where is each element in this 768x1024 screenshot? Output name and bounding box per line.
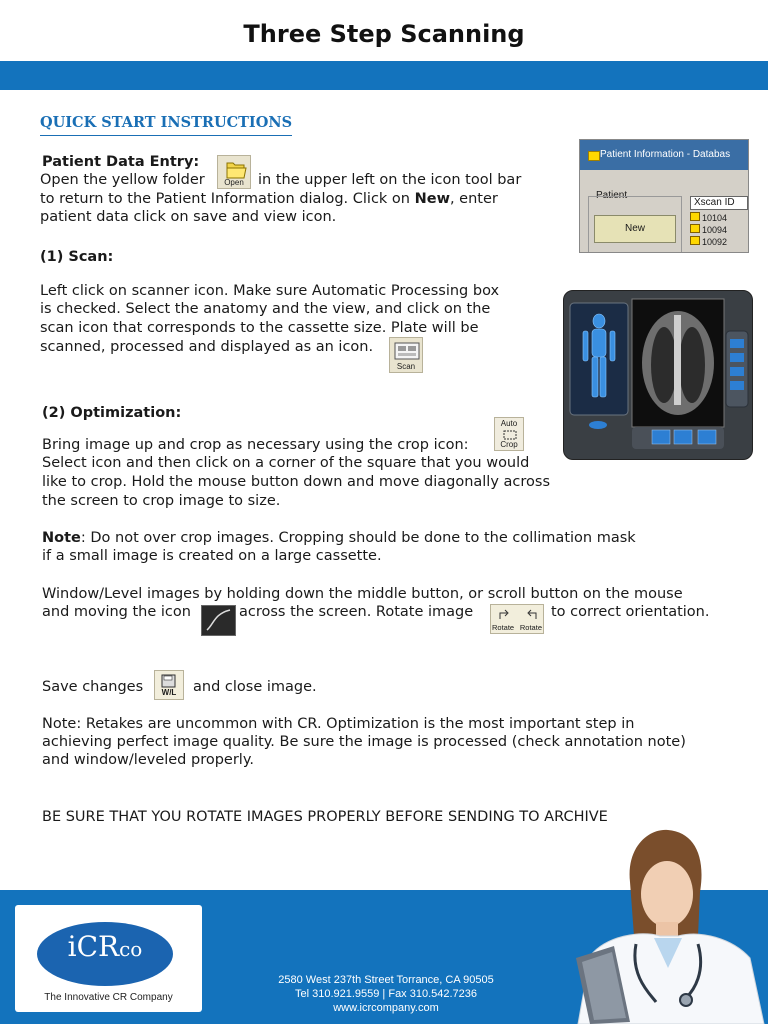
- scan-line: Left click on scanner icon. Make sure Automatic Processing box: [40, 283, 500, 299]
- scan-line: scan icon that corresponds to the cassette size. Plate will be: [40, 320, 479, 336]
- window-titlebar: [580, 140, 748, 170]
- note1-line2: if a small image is created on a large cassette.: [42, 548, 382, 564]
- company-logo: iCRco: [67, 930, 143, 963]
- scanner-screenshot: [563, 290, 753, 460]
- crop-icon-top-label: Auto: [500, 419, 518, 428]
- window-level-line1: Window/Level images by holding down the middle button, or scroll button on the mouse: [42, 586, 683, 602]
- company-tagline: The Innovative CR Company: [44, 992, 173, 1003]
- folder-icon: [588, 151, 600, 161]
- scan-icon: [389, 337, 423, 373]
- window-level-line2b: across the screen. Rotate image: [239, 604, 474, 620]
- footer-address: 2580 West 237th Street Torrance, CA 90505: [278, 974, 494, 986]
- optimization-line: like to crop. Hold the mouse button down and move diagonally across: [42, 474, 550, 490]
- window-level-icon: [201, 605, 236, 636]
- save-text-a: Save changes: [42, 679, 144, 695]
- doctor-image: [560, 826, 768, 1024]
- optimization-heading: (2) Optimization:: [42, 405, 182, 421]
- optimization-line1: Bring image up and crop as necessary using the crop icon:: [42, 437, 469, 453]
- patient-line3: patient data click on save and view icon.: [40, 209, 337, 225]
- scan-line: scanned, processed and displayed as an icon.: [40, 339, 374, 355]
- footer-website[interactable]: www.icrcompany.com: [333, 1002, 439, 1014]
- rotate-icon: [490, 604, 544, 634]
- auto-crop-icon: [494, 417, 524, 451]
- list-item[interactable]: 10094: [690, 224, 727, 236]
- quick-start-underline: [40, 135, 292, 136]
- optimization-line: the screen to crop image to size.: [42, 493, 281, 509]
- patient-line1a: Open the yellow folder: [40, 172, 205, 188]
- patient-line2: to return to the Patient Information dialog. Click on New, enter: [40, 191, 498, 207]
- note2-line: Note: Retakes are uncommon with CR. Optimization is the most important step in: [42, 716, 635, 732]
- note2-line: achieving perfect image quality. Be sure the image is processed (check annotation note): [42, 734, 686, 750]
- list-item[interactable]: 10092: [690, 236, 727, 248]
- wl-label: W/L: [161, 688, 177, 697]
- scan-line: is checked. Select the anatomy and the view, and click on the: [40, 301, 491, 317]
- header-bar: [0, 61, 768, 90]
- footer-phone: Tel 310.921.9559 | Fax 310.542.7236: [294, 988, 478, 1000]
- scan-heading: (1) Scan:: [40, 249, 114, 265]
- note2-line: and window/leveled properly.: [42, 752, 254, 768]
- save-wl-icon: [154, 670, 184, 700]
- patient-info-screenshot: [579, 139, 749, 253]
- window-level-line2c: to correct orientation.: [551, 604, 710, 620]
- scan-icon-label: Scan: [396, 362, 416, 371]
- rotate-right-label: Rotate: [492, 623, 515, 632]
- archive-warning: BE SURE THAT YOU ROTATE IMAGES PROPERLY BEFORE SENDING TO ARCHIVE: [42, 809, 608, 825]
- quick-start-heading: QUICK START INSTRUCTIONS: [40, 114, 293, 131]
- patient-heading: Patient Data Entry:: [42, 154, 200, 170]
- open-folder-icon: [217, 155, 251, 189]
- patient-line1b: in the upper left on the icon tool bar: [258, 172, 522, 188]
- page-title: Three Step Scanning: [243, 20, 525, 48]
- note1-line1: Note: Do not over crop images. Cropping should be done to the collimation mask: [42, 530, 636, 546]
- new-button[interactable]: New: [594, 215, 676, 243]
- optimization-line: Select icon and then click on a corner of the square that you would: [42, 455, 530, 471]
- column-header: Xscan ID: [690, 196, 748, 210]
- window-level-line2a: and moving the icon: [42, 604, 191, 620]
- rotate-left-label: Rotate: [519, 623, 542, 632]
- id-list: [690, 212, 727, 248]
- save-text-b: and close image.: [193, 679, 317, 695]
- open-icon-label: Open: [224, 178, 244, 187]
- patient-group-label: Patient: [596, 190, 628, 201]
- crop-icon-bottom-label: Crop: [500, 440, 518, 449]
- window-title: Patient Information - Databas: [600, 149, 731, 160]
- list-item[interactable]: 10104: [690, 212, 727, 224]
